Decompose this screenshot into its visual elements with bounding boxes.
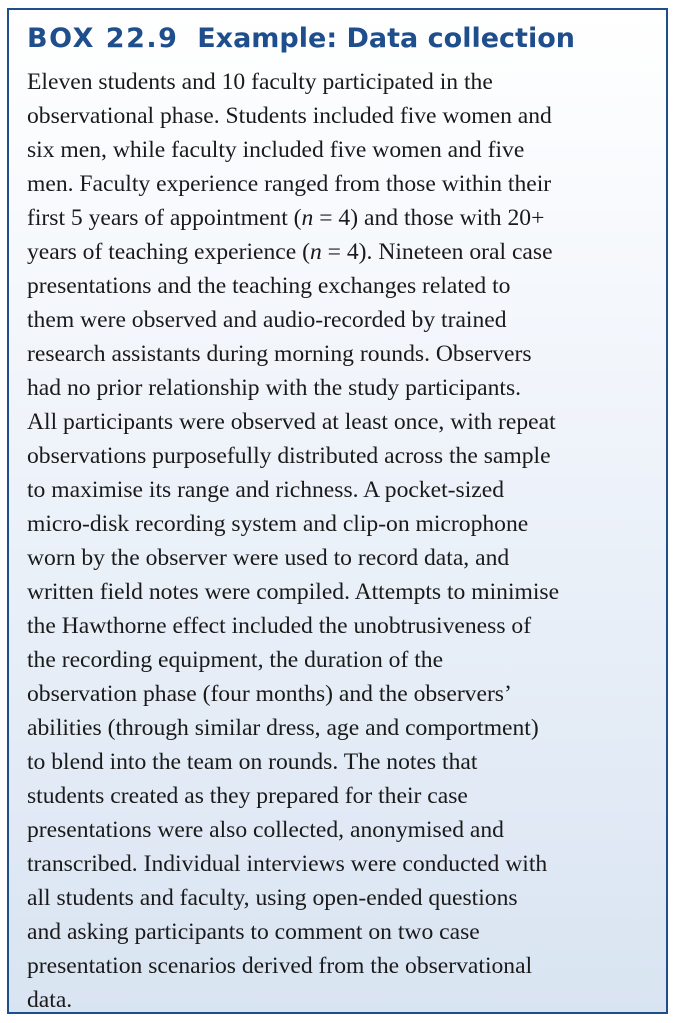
body-line: abilities (through similar dress, age and comportment)	[27, 715, 539, 741]
body-line: All participants were observed at least once, with repeat	[27, 409, 556, 435]
box-number: BOX 22.9	[27, 23, 179, 54]
body-line: all students and faculty, using open-ended questions	[27, 885, 518, 911]
body-line: to maximise its range and richness. A pocket-sized	[27, 477, 505, 503]
body-line: observational phase. Students included five women and	[27, 103, 552, 129]
body-line: research assistants during morning rounds. Observers	[27, 341, 532, 367]
body-line: observations purposefully distributed across the sample	[27, 443, 551, 469]
example-box	[7, 8, 668, 1014]
body-line: micro-disk recording system and clip-on microphone	[27, 511, 529, 537]
box-body-text	[27, 65, 667, 1017]
body-line: six men, while faculty included five women and five	[27, 137, 525, 163]
body-line: had no prior relationship with the study participants.	[27, 375, 522, 401]
body-line: observation phase (four months) and the observers’	[27, 681, 512, 707]
body-line: Eleven students and 10 faculty participated in the	[27, 69, 493, 95]
body-line: first 5 years of appointment (n = 4) and those with 20+	[27, 205, 545, 231]
body-line: men. Faculty experience ranged from those within their	[27, 171, 552, 197]
body-line: transcribed. Individual interviews were conducted with	[27, 851, 548, 877]
body-line: to blend into the team on rounds. The notes that	[27, 749, 478, 775]
body-line: and asking participants to comment on two case	[27, 919, 480, 945]
body-line: the recording equipment, the duration of the	[27, 647, 444, 673]
body-line: students created as they prepared for their case	[27, 783, 468, 809]
box-heading: Example: Data collection	[197, 23, 575, 54]
body-line: worn by the observer were used to record data, and	[27, 545, 510, 571]
italic-n: n	[301, 205, 314, 231]
body-line: data.	[27, 987, 73, 1013]
body-line: written field notes were compiled. Attempts to minimise	[27, 579, 560, 605]
body-line: them were observed and audio-recorded by trained	[27, 307, 507, 333]
body-line: years of teaching experience (n = 4). Nineteen oral case	[27, 239, 553, 265]
body-line: presentation scenarios derived from the observational	[27, 953, 533, 979]
body-line: presentations and the teaching exchanges related to	[27, 273, 511, 299]
italic-n: n	[309, 239, 322, 265]
body-line: presentations were also collected, anonymised and	[27, 817, 504, 843]
box-title	[27, 23, 575, 55]
body-line: the Hawthorne effect included the unobtrusiveness of	[27, 613, 532, 639]
